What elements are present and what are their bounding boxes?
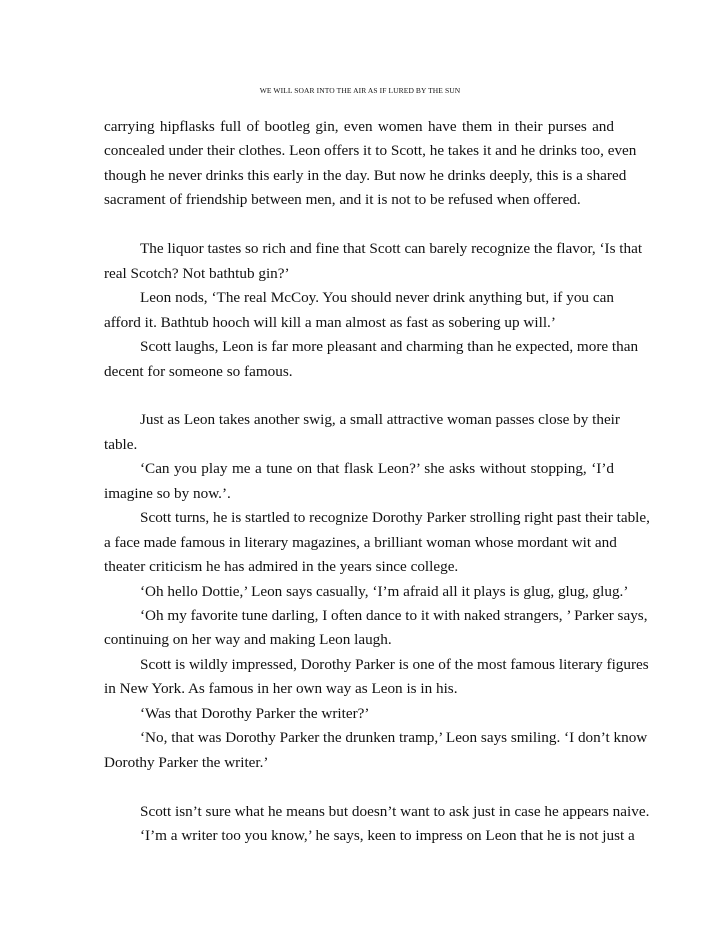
paragraph [104,408,620,457]
paragraph [104,286,614,335]
running-header: WE WILL SOAR INTO THE AIR AS IF LURED BY THE SUN [259,86,461,95]
paragraph [104,726,648,775]
text-line: sacrament of friendship between men, and it is not to be refused when offered. [104,191,581,209]
text-line: ‘I’m a writer too you know,’ he says, keen to impress on Leon that he is not just a [140,827,635,845]
text-line: afford it. Bathtub hooch will kill a man almost as fast as sobering up will.’ [104,313,556,331]
paragraph-gap [104,384,614,408]
text-line: concealed under their clothes. Leon offers it to Scott, he takes it and he drinks too, even [104,142,637,160]
text-line: Scott turns, he is startled to recognize Dorothy Parker strolling right past their table, [140,509,650,527]
text-line: Scott is wildly impressed, Dorothy Parker is one of the most famous literary figures [140,655,649,673]
text-line: ‘Oh my favorite tune darling, I often dance to it with naked strangers, ’ Parker says, [140,607,648,625]
paragraph [104,237,643,286]
text-line: a face made famous in literary magazines, a brilliant woman whose mordant wit and [104,533,617,551]
paragraph [104,702,614,726]
page-body [104,115,650,849]
paragraph [104,800,650,824]
paragraph [104,604,648,653]
text-line: imagine so by now.’. [104,484,231,502]
paragraph [104,335,639,384]
text-line: decent for someone so famous. [104,362,293,380]
text-line: Scott isn’t sure what he means but doesn’t want to ask just in case he appears naive. [140,802,650,820]
text-line: ‘Oh hello Dottie,’ Leon says casually, ‘I’m afraid all it plays is glug, glug, glug.’ [140,582,629,600]
text-line: table. [104,435,138,453]
text-line: Scott laughs, Leon is far more pleasant and charming than he expected, more than [140,338,639,356]
paragraph [104,457,614,506]
text-line: Leon nods, ‘The real McCoy. You should never drink anything but, if you can [140,289,614,307]
text-line: real Scotch? Not bathtub gin?’ [104,264,290,282]
text-line: ‘Was that Dorothy Parker the writer?’ [140,704,370,722]
text-line: carrying hipflasks full of bootleg gin, even women have them in their purses and [104,118,614,135]
text-line: though he never drinks this early in the day. But now he drinks deeply, this is a shared [104,166,627,184]
text-line: The liquor tastes so rich and fine that Scott can barely recognize the flavor, ‘Is that [140,240,643,258]
text-line: continuing on her way and making Leon laugh. [104,631,392,649]
text-line: Just as Leon takes another swig, a small attractive woman passes close by their [140,411,620,429]
paragraph [104,580,629,604]
paragraph [104,506,650,579]
paragraph [104,115,637,213]
text-line: in New York. As famous in her own way as Leon is in his. [104,680,458,698]
text-line: theater criticism he has admired in the years since college. [104,558,459,576]
text-line: ‘Can you play me a tune on that flask Leon?’ she asks without stopping, ‘I’d [140,460,614,478]
paragraph [104,824,635,848]
text-line: Dorothy Parker the writer.’ [104,753,269,771]
paragraph-gap [104,775,614,799]
text-line: ‘No, that was Dorothy Parker the drunken tramp,’ Leon says smiling. ‘I don’t know [140,729,648,747]
paragraph [104,653,649,702]
paragraph-gap [104,213,614,237]
